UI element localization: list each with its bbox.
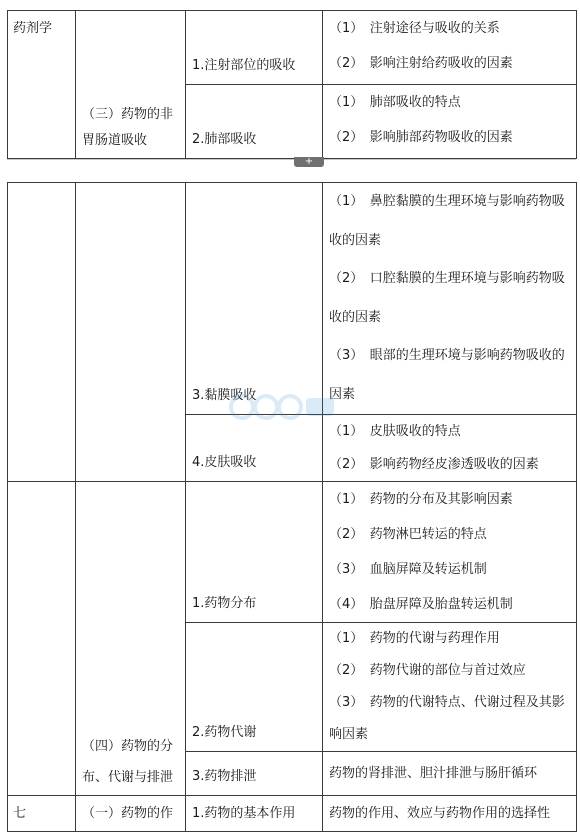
points-cell xyxy=(323,11,577,85)
topic-label: 1.药物的基本作用 xyxy=(192,805,296,821)
topic-label: 3.药物排泄 xyxy=(192,769,257,784)
topic-label: 2.药物代谢 xyxy=(192,725,257,740)
subject-label: 药剂学 xyxy=(13,21,53,36)
point-item: （3） 眼部的生理环境与影响药物吸收的因素 xyxy=(329,348,565,402)
topic-label: 1.药物分布 xyxy=(192,596,257,611)
topic-cell xyxy=(186,796,323,832)
points-cell xyxy=(323,482,577,623)
point-item: （2） 影响肺部药物吸收的因素 xyxy=(329,130,513,145)
points-cell xyxy=(323,85,577,159)
topic-cell xyxy=(186,85,323,159)
topic-cell xyxy=(186,752,323,796)
point-item: （1） 肺部吸收的特点 xyxy=(329,95,461,110)
subject-cell-blank xyxy=(8,183,76,482)
chapter-number: 七 xyxy=(13,805,27,821)
point-item: （2） 药物代谢的部位与首过效应 xyxy=(329,663,526,678)
points-cell xyxy=(323,796,577,832)
point-item: （1） 药物的分布及其影响因素 xyxy=(329,492,513,507)
section-cell-blank xyxy=(76,183,186,482)
page-break-line xyxy=(7,159,576,160)
points-cell xyxy=(323,623,577,752)
point-item: （4） 胎盘屏障及胎盘转运机制 xyxy=(329,597,513,612)
subject-cell-blank xyxy=(8,482,76,796)
subject-cell xyxy=(8,11,76,159)
topic-cell xyxy=(186,482,323,623)
expand-plus-icon[interactable]: + xyxy=(294,157,324,167)
chapter-number-cell xyxy=(8,796,76,832)
point-item: （2） 口腔黏膜的生理环境与影响药物吸收的因素 xyxy=(329,271,565,325)
topic-cell xyxy=(186,623,323,752)
outline-table-bottom xyxy=(7,182,577,832)
topic-label: 2.肺部吸收 xyxy=(192,132,257,147)
section-label: （三）药物的非胃肠道吸收 xyxy=(82,107,174,148)
point-item: （3） 血脑屏障及转运机制 xyxy=(329,562,487,577)
section-label: （四）药物的分布、代谢与排泄 xyxy=(82,739,174,785)
section-cell xyxy=(76,482,186,796)
point-item: （1） 注射途径与吸收的关系 xyxy=(329,21,500,36)
point-item: （2） 影响药物经皮渗透吸收的因素 xyxy=(329,457,539,472)
points-cell xyxy=(323,183,577,415)
topic-cell xyxy=(186,415,323,482)
point-item: （2） 药物淋巴转运的特点 xyxy=(329,527,487,542)
point-item: （3） 药物的代谢特点、代谢过程及其影响因素 xyxy=(329,695,565,742)
outline-table-top xyxy=(7,10,577,159)
topic-cell xyxy=(186,11,323,85)
point-item: （1） 鼻腔黏膜的生理环境与影响药物吸收的因素 xyxy=(329,194,565,248)
point-item: 药物的作用、效应与药物作用的选择性 xyxy=(329,806,551,821)
topic-label: 4.皮肤吸收 xyxy=(192,455,257,470)
topic-label: 3.黏膜吸收 xyxy=(192,388,257,403)
topic-cell xyxy=(186,183,323,415)
points-cell xyxy=(323,415,577,482)
point-item: （1） 皮肤吸收的特点 xyxy=(329,424,461,439)
point-item: （2） 影响注射给药吸收的因素 xyxy=(329,56,513,71)
point-item: 药物的肾排泄、胆汁排泄与肠肝循环 xyxy=(329,766,538,781)
section-cell xyxy=(76,11,186,159)
points-cell xyxy=(323,752,577,796)
point-item: （1） 药物的代谢与药理作用 xyxy=(329,631,500,646)
section-cell xyxy=(76,796,186,832)
topic-label: 1.注射部位的吸收 xyxy=(192,58,296,73)
section-label: （一）药物的作 xyxy=(82,805,174,821)
